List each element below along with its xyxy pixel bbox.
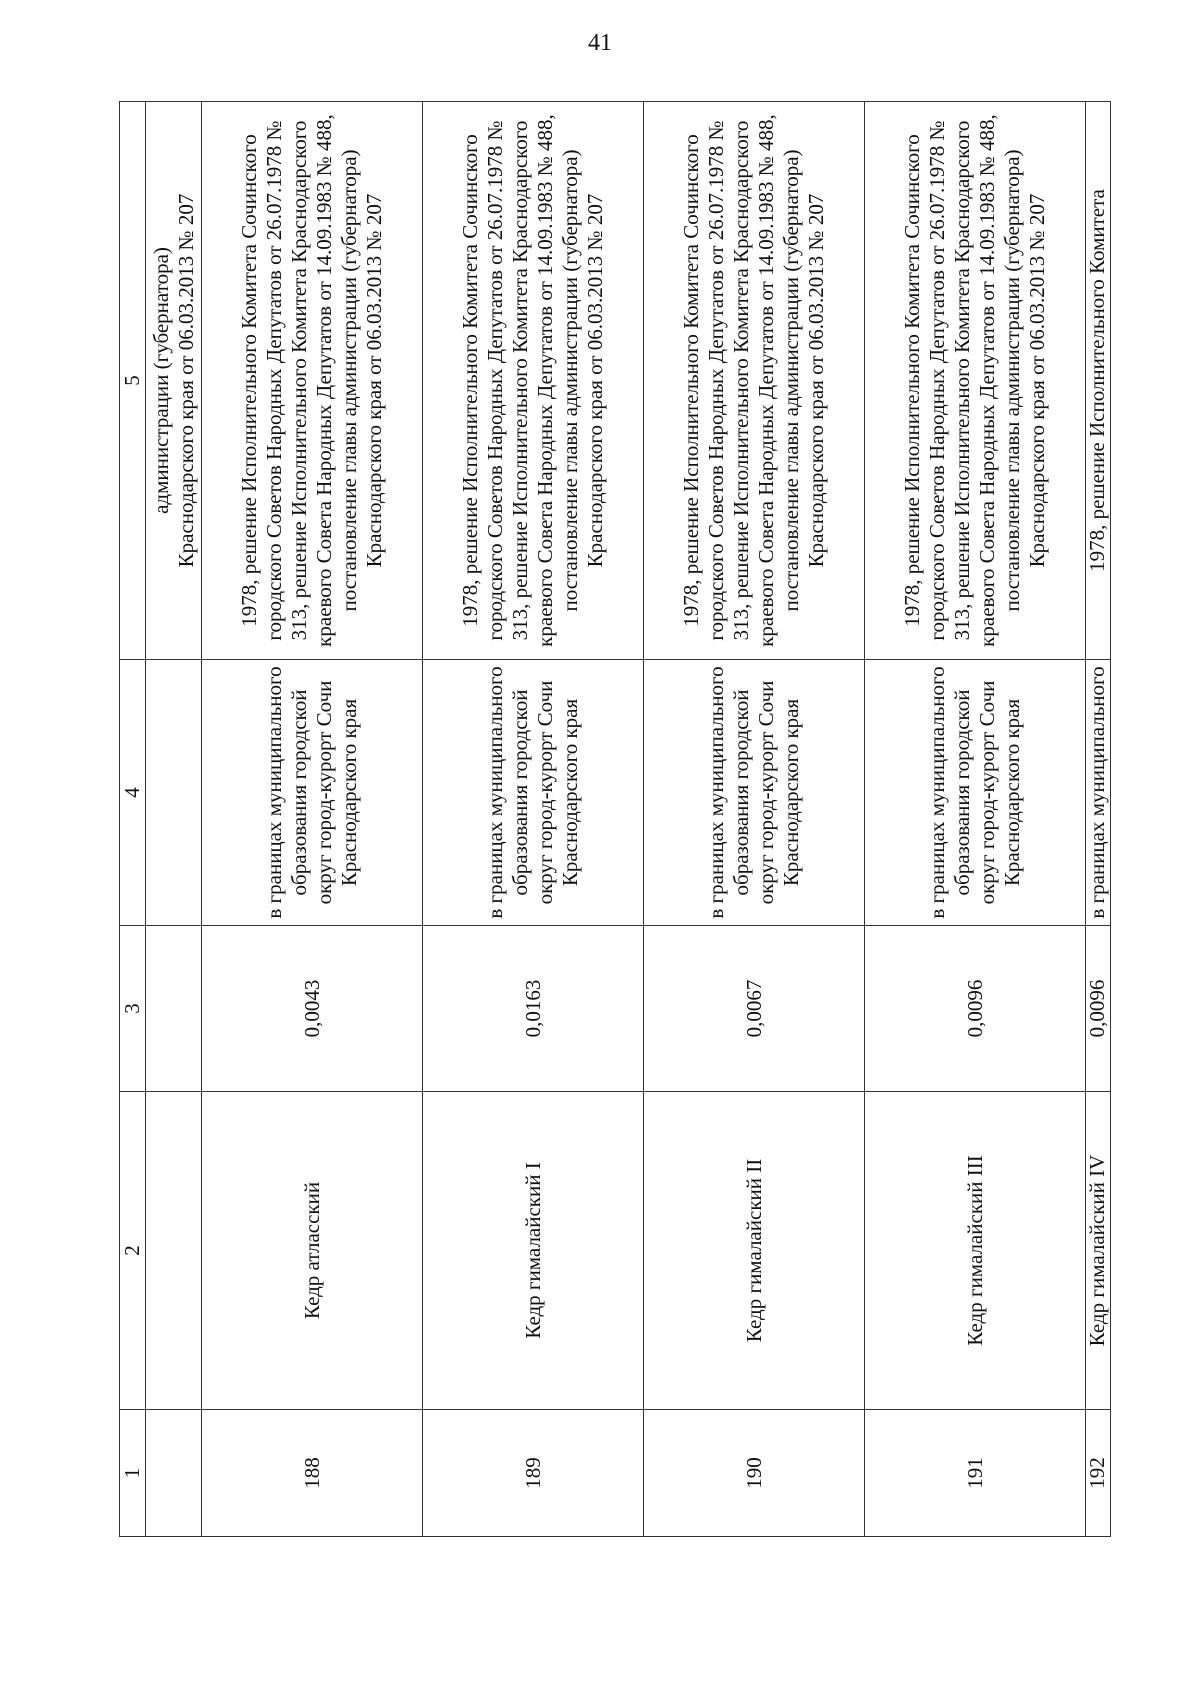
continued-cell-notes: администрации (губернатора) Краснодарского края от 06.03.2013 № 207 (146, 102, 202, 660)
area-value: 0,0096 (1086, 926, 1111, 1092)
row-number: 190 (644, 1410, 865, 1537)
table-row (865, 102, 1086, 1537)
row-number: 188 (202, 1410, 423, 1537)
location-text: в границах муниципального образования городской округ город-курорт Сочи Краснодарского края (644, 660, 865, 926)
continued-cell-area (146, 926, 202, 1092)
area-value: 0,0163 (423, 926, 644, 1092)
location-text: в границах муниципального (1086, 660, 1111, 926)
table-row (1086, 102, 1111, 1537)
area-value: 0,0096 (865, 926, 1086, 1092)
continued-cell-location (146, 660, 202, 926)
legal-basis-text: 1978, решение Исполнительного Комитета Сочинского городского Советов Народных Депутатов от 26.07.1978 № 313, решение Исполнительного Комитета Краснодарского краевого Совета Народных Депутатов от 14.09.1983 № 488, постановление главы администрации (губернатора) Краснодарского края от 06.03.2013 № 207 (644, 102, 865, 660)
object-name: Кедр гималайский II (644, 1092, 865, 1410)
column-header-4: 4 (120, 660, 146, 926)
location-text: в границах муниципального образования городской округ город-курорт Сочи Краснодарского края (865, 660, 1086, 926)
object-name: Кедр атласский (202, 1092, 423, 1410)
continued-cell-num (146, 1410, 202, 1537)
column-number-row (120, 102, 146, 1537)
legal-basis-text: 1978, решение Исполнительного Комитета Сочинского городского Советов Народных Депутатов от 26.07.1978 № 313, решение Исполнительного Комитета Краснодарского краевого Совета Народных Депутатов от 14.09.1983 № 488, постановление главы администрации (губернатора) Краснодарского края от 06.03.2013 № 207 (202, 102, 423, 660)
table-row (644, 102, 865, 1537)
legal-basis-text: 1978, решение Исполнительного Комитета Сочинского городского Советов Народных Депутатов от 26.07.1978 № 313, решение Исполнительного Комитета Краснодарского краевого Совета Народных Депутатов от 14.09.1983 № 488, постановление главы администрации (губернатора) Краснодарского края от 06.03.2013 № 207 (423, 102, 644, 660)
column-header-3: 3 (120, 926, 146, 1092)
object-name: Кедр гималайский III (865, 1092, 1086, 1410)
column-header-2: 2 (120, 1092, 146, 1410)
rotated-table-wrapper (119, 102, 1109, 1537)
continued-cell-name (146, 1092, 202, 1410)
object-name: Кедр гималайский I (423, 1092, 644, 1410)
area-value: 0,0067 (644, 926, 865, 1092)
table-row (423, 102, 644, 1537)
column-header-1: 1 (120, 1410, 146, 1537)
column-header-5: 5 (120, 102, 146, 660)
object-name: Кедр гималайский IV (1086, 1092, 1111, 1410)
page-number: 41 (588, 30, 612, 56)
continued-row (146, 102, 202, 1537)
table-row (202, 102, 423, 1537)
legal-basis-text: 1978, решение Исполнительного Комитета (1086, 102, 1111, 660)
legal-basis-text: 1978, решение Исполнительного Комитета Сочинского городского Советов Народных Депутатов от 26.07.1978 № 313, решение Исполнительного Комитета Краснодарского краевого Совета Народных Депутатов от 14.09.1983 № 488, постановление главы администрации (губернатора) Краснодарского края от 06.03.2013 № 207 (865, 102, 1086, 660)
row-number: 191 (865, 1410, 1086, 1537)
row-number: 192 (1086, 1410, 1111, 1537)
register-table (119, 101, 1111, 1537)
location-text: в границах муниципального образования городской округ город-курорт Сочи Краснодарского края (202, 660, 423, 926)
location-text: в границах муниципального образования городской округ город-курорт Сочи Краснодарского края (423, 660, 644, 926)
row-number: 189 (423, 1410, 644, 1537)
area-value: 0,0043 (202, 926, 423, 1092)
